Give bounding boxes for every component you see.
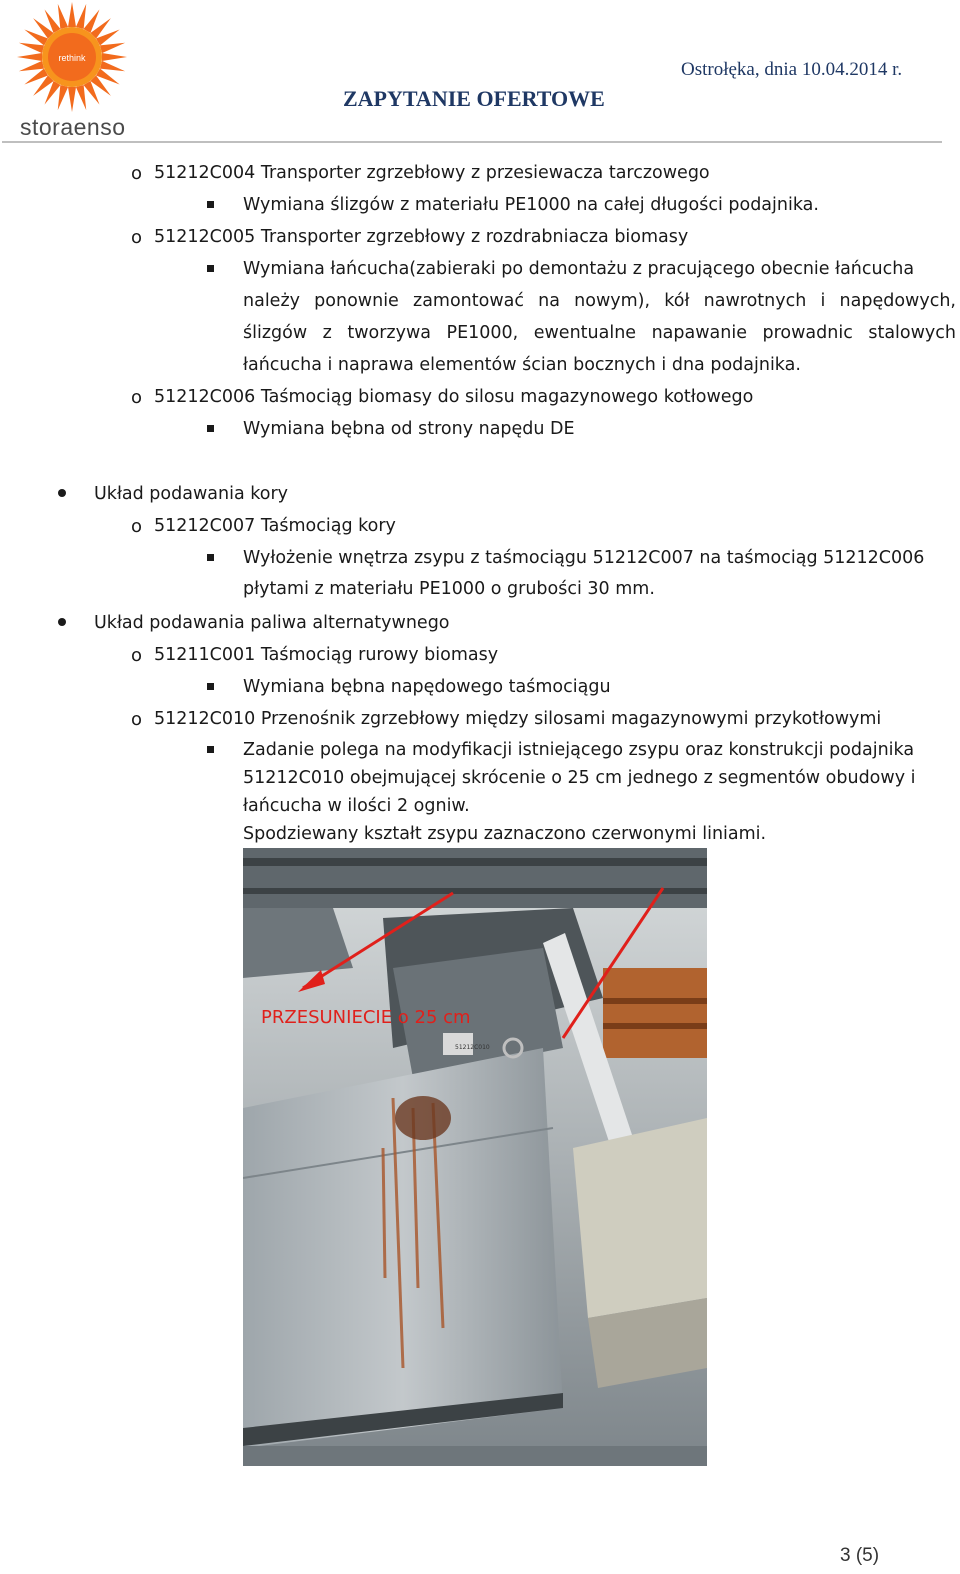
storaenso-logo (14, 2, 134, 140)
list-marker-square (207, 746, 214, 753)
subitem-c005-line1: Wymiana łańcucha(zabieraki po demontażu z pracującego obecnie łańcucha (243, 259, 915, 279)
chute-photo-illustration (243, 848, 707, 1466)
photo-annotation: PRZESUNIECIE o 25 cm (261, 1007, 471, 1028)
chute-photo (243, 848, 707, 1466)
logo-brand-text: storaenso (20, 114, 126, 140)
list-marker-circle: o (131, 645, 143, 666)
subitem-c001: Wymiana bębna napędowego taśmociągu (243, 677, 611, 697)
subitem-c010-line3: łańcucha w ilości 2 ogniw. (243, 796, 470, 816)
subitem-c005-line4: łańcucha i naprawa elementów ścian bocznych i dna podajnika. (243, 355, 801, 375)
subitem-c007-line2: płytami z materiału PE1000 o grubości 30 mm. (243, 579, 655, 599)
subitem-c005-line3: ślizgów z tworzywa PE1000, ewentualne napawanie prowadnic stalowych (243, 323, 956, 343)
list-item-c001: 51211C001 Taśmociąg rurowy biomasy (154, 645, 499, 665)
list-marker-bullet (58, 489, 66, 497)
page-header (0, 0, 960, 145)
list-item-c004: 51212C004 Transporter zgrzebłowy z przesiewacza tarczowego (154, 163, 710, 183)
list-marker-bullet (58, 618, 66, 626)
list-marker-square (207, 265, 214, 272)
subitem-c010-line4: Spodziewany kształt zsypu zaznaczono czerwonymi liniami. (243, 824, 767, 844)
page-number: 3 (5) (840, 1545, 880, 1566)
list-item-c010: 51212C010 Przenośnik zgrzebłowy między silosami magazynowymi przykotłowymi (154, 709, 882, 729)
subitem-c005-line2: należy ponownie zamontować na nowym), kół nawrotnych i napędowych, (243, 291, 956, 311)
sun-logo-icon (14, 2, 134, 117)
list-marker-square (207, 201, 214, 208)
list-item-c006: 51212C006 Taśmociąg biomasy do silosu magazynowego kotłowego (154, 387, 754, 407)
subitem-c007-line1: Wyłożenie wnętrza zsypu z taśmociągu 51212C007 na taśmociąg 51212C006 (243, 548, 925, 568)
list-marker-square (207, 683, 214, 690)
document-date: Ostrołęka, dnia 10.04.2014 r. (681, 59, 903, 80)
list-marker-square (207, 425, 214, 432)
section-alt-fuel-feed: Układ podawania paliwa alternatywnego (94, 613, 450, 633)
subitem-c010-line1: Zadanie polega na modyfikacji istniejącego zsypu oraz konstrukcji podajnika (243, 740, 915, 760)
document-title: ZAPYTANIE OFERTOWE (343, 86, 605, 111)
svg-text:rethink: rethink (58, 53, 86, 63)
subitem-c010-line2: 51212C010 obejmującej skrócenie o 25 cm jednego z segmentów obudowy i (243, 768, 916, 788)
subitem-c004: Wymiana ślizgów z materiału PE1000 na całej długości podajnika. (243, 195, 819, 215)
list-item-c005: 51212C005 Transporter zgrzebłowy z rozdrabniacza biomasy (154, 227, 689, 247)
list-marker-circle: o (131, 227, 143, 248)
list-marker-square (207, 554, 214, 561)
subitem-c006: Wymiana bębna od strony napędu DE (243, 419, 575, 439)
list-item-c007: 51212C007 Taśmociąg kory (154, 516, 396, 536)
header-divider (2, 141, 942, 143)
list-marker-circle: o (131, 516, 143, 537)
photo-plate-label: 51212C010 (455, 1044, 490, 1051)
list-marker-circle: o (131, 709, 143, 730)
list-marker-circle: o (131, 387, 143, 408)
list-marker-circle: o (131, 163, 143, 184)
section-bark-feed: Układ podawania kory (94, 484, 289, 504)
